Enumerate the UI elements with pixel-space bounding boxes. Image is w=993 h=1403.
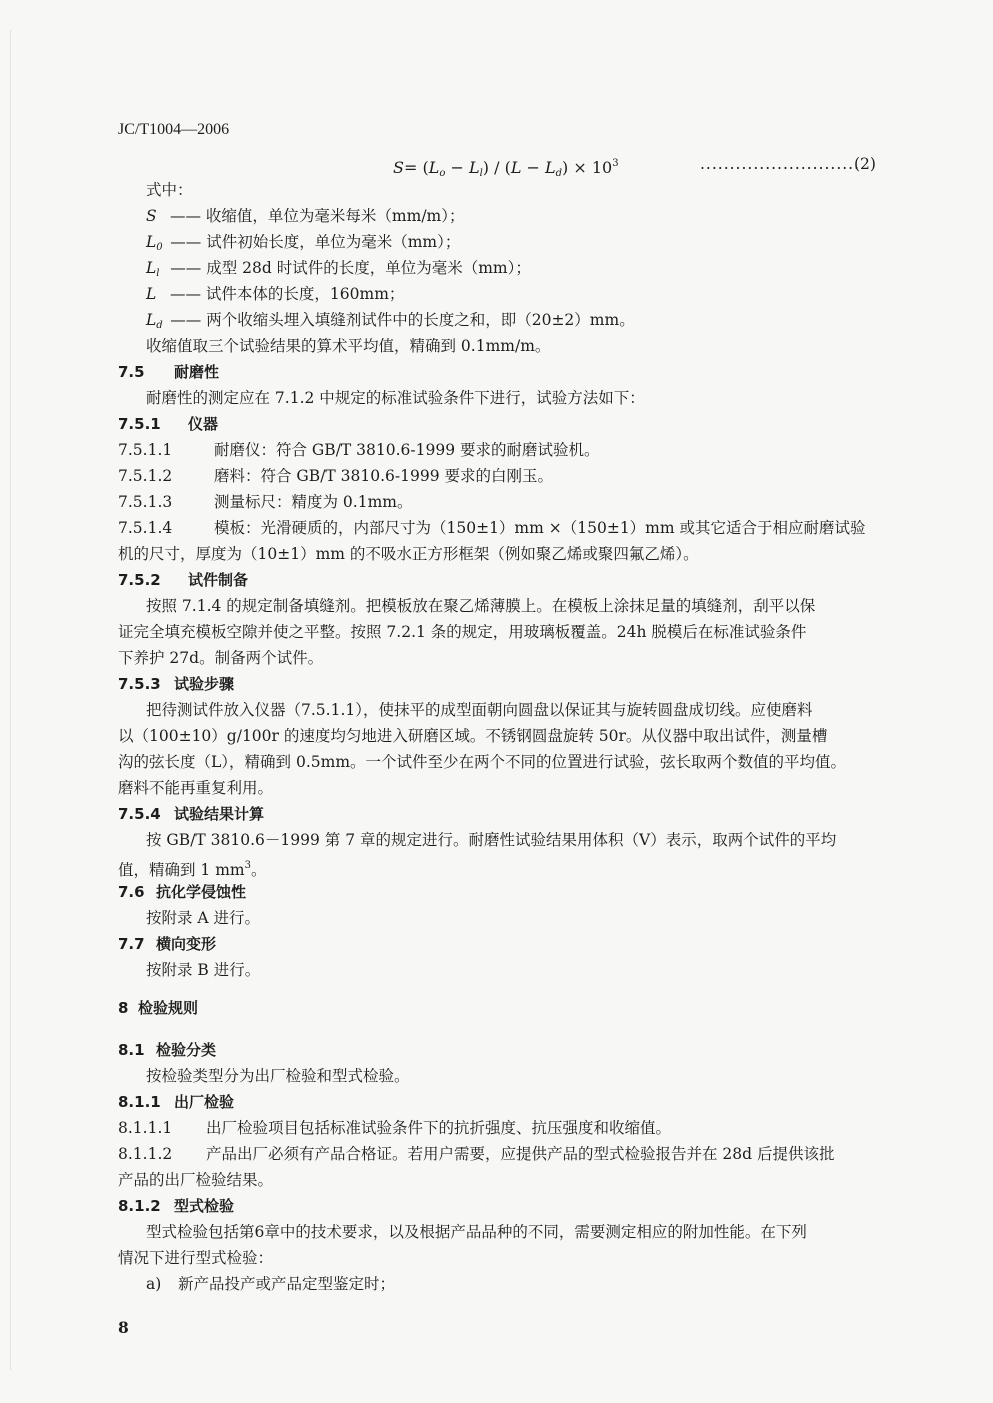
section-heading: 8.1 检验分类 xyxy=(118,1041,217,1059)
paragraph-line: 按照 7.1.4 的规定制备填缝剂。把模板放在聚乙烯薄膜上。在模板上涂抹足量的填缝剂，刮平以保 xyxy=(146,597,816,615)
formula-s: S xyxy=(393,158,404,177)
variable-row: S —— 收缩值，单位为毫米每米（mm/m）； xyxy=(146,207,465,225)
clause: 8.1.1.1 出厂检验项目包括标准试验条件下的抗折强度、抗压强度和收缩值。 xyxy=(118,1119,672,1137)
variable-row: L —— 试件本体的长度，160mm； xyxy=(146,285,405,303)
clause: 7.5.1.1 耐磨仪：符合 GB/T 3810.6-1999 要求的耐磨试验机。 xyxy=(118,441,600,459)
clause: 8.1.1.2 产品出厂必须有产品合格证。若用户需要，应提供产品的型式检验报告并在 28d 后提供该批 xyxy=(118,1145,835,1163)
paragraph-line: 情况下进行型式检验： xyxy=(118,1249,274,1267)
document-code: JC/T1004—2006 xyxy=(118,121,230,138)
paragraph-line: 把待测试件放入仪器（7.5.1.1），使抹平的成型面朝向圆盘以保证其与旋转圆盘成切线。应使磨料 xyxy=(146,701,813,719)
section-heading: 7.5.2 试件制备 xyxy=(118,571,249,589)
section-heading: 8.1.1 出厂检验 xyxy=(118,1093,235,1111)
paragraph-line: 证完全填充模板空隙并使之平整。按照 7.2.1 条的规定，用玻璃板覆盖。24h 脱模后在标准试验条件 xyxy=(118,623,807,641)
page-number: 8 xyxy=(118,1318,129,1337)
paragraph: 耐磨性的测定应在 7.1.2 中规定的标准试验条件下进行，试验方法如下： xyxy=(146,389,645,407)
paragraph-line: 下养护 27d。制备两个试件。 xyxy=(118,649,324,667)
list-item: a) 新产品投产或产品定型鉴定时； xyxy=(146,1275,396,1293)
shrink-note: 收缩值取三个试验结果的算术平均值，精确到 0.1mm/m。 xyxy=(146,337,551,355)
paragraph-line: 以（100±10）g/100r 的速度均匀地进入研磨区域。不锈钢圆盘旋转 50r。从仪器中取出试件，测量槽 xyxy=(118,727,828,745)
paragraph-line: 型式检验包括第6章中的技术要求，以及根据产品品种的不同，需要测定相应的附加性能。在下列 xyxy=(146,1223,807,1241)
where-label: 式中： xyxy=(146,181,193,199)
section-heading: 7.7 横向变形 xyxy=(118,935,217,953)
clause-continuation: 机的尺寸，厚度为（10±1）mm 的不吸水正方形框架（例如聚乙烯或聚四氟乙烯）。 xyxy=(118,545,699,563)
section-heading: 7.5.1 仪器 xyxy=(118,415,219,433)
section-heading: 7.5.3 试验步骤 xyxy=(118,675,235,693)
chapter-heading: 8 检验规则 xyxy=(118,999,199,1017)
paragraph: 按检验类型分为出厂检验和型式检验。 xyxy=(146,1067,410,1085)
section-heading: 7.5 耐磨性 xyxy=(118,363,220,381)
paragraph: 按附录 B 进行。 xyxy=(146,961,261,979)
paragraph-line: 值，精确到 1 $mm^3$。 xyxy=(118,860,267,879)
section-heading: 7.5.4 试验结果计算 xyxy=(118,805,265,823)
section-heading: 8.1.2 型式检验 xyxy=(118,1197,235,1215)
paragraph-line: 磨料不能再重复利用。 xyxy=(118,779,274,797)
clause: 7.5.1.3 测量标尺：精度为 0.1mm。 xyxy=(118,493,413,511)
clause: 7.5.1.2 磨料：符合 GB/T 3810.6-1999 要求的白刚玉。 xyxy=(118,467,554,485)
clause-continuation: 产品的出厂检验结果。 xyxy=(118,1171,274,1189)
clause: 7.5.1.4 模板：光滑硬质的，内部尺寸为（150±1）mm ×（150±1）mm 或其它适合于相应耐磨试验 xyxy=(118,519,866,537)
formula-leader-dots: ........................... xyxy=(700,155,861,173)
variable-row: L0 —— 试件初始长度，单位为毫米（mm）； xyxy=(146,233,461,253)
formula-number: (2) xyxy=(854,155,876,173)
variable-row: Ld —— 两个收缩头埋入填缝剂试件中的长度之和，即（20±2）mm。 xyxy=(146,311,635,331)
paragraph-line: 按 GB/T 3810.6－1999 第 7 章的规定进行。耐磨性试验结果用体积（V）表示，取两个试件的平均 xyxy=(146,831,837,849)
variable-row: Ll —— 成型 28d 时试件的长度，单位为毫米（mm）； xyxy=(146,259,531,279)
paragraph-line: 沟的弦长度（L），精确到 0.5mm。一个试件至少在两个不同的位置进行试验，弦长取两个数值的平均值。 xyxy=(118,753,847,771)
paragraph: 按附录 A 进行。 xyxy=(146,909,261,927)
formula: $S= (L_o - L_l) / (L - L_d) \times 10^3$ xyxy=(393,158,619,179)
section-heading: 7.6 抗化学侵蚀性 xyxy=(118,883,247,901)
scan-edge-line xyxy=(10,30,11,1370)
